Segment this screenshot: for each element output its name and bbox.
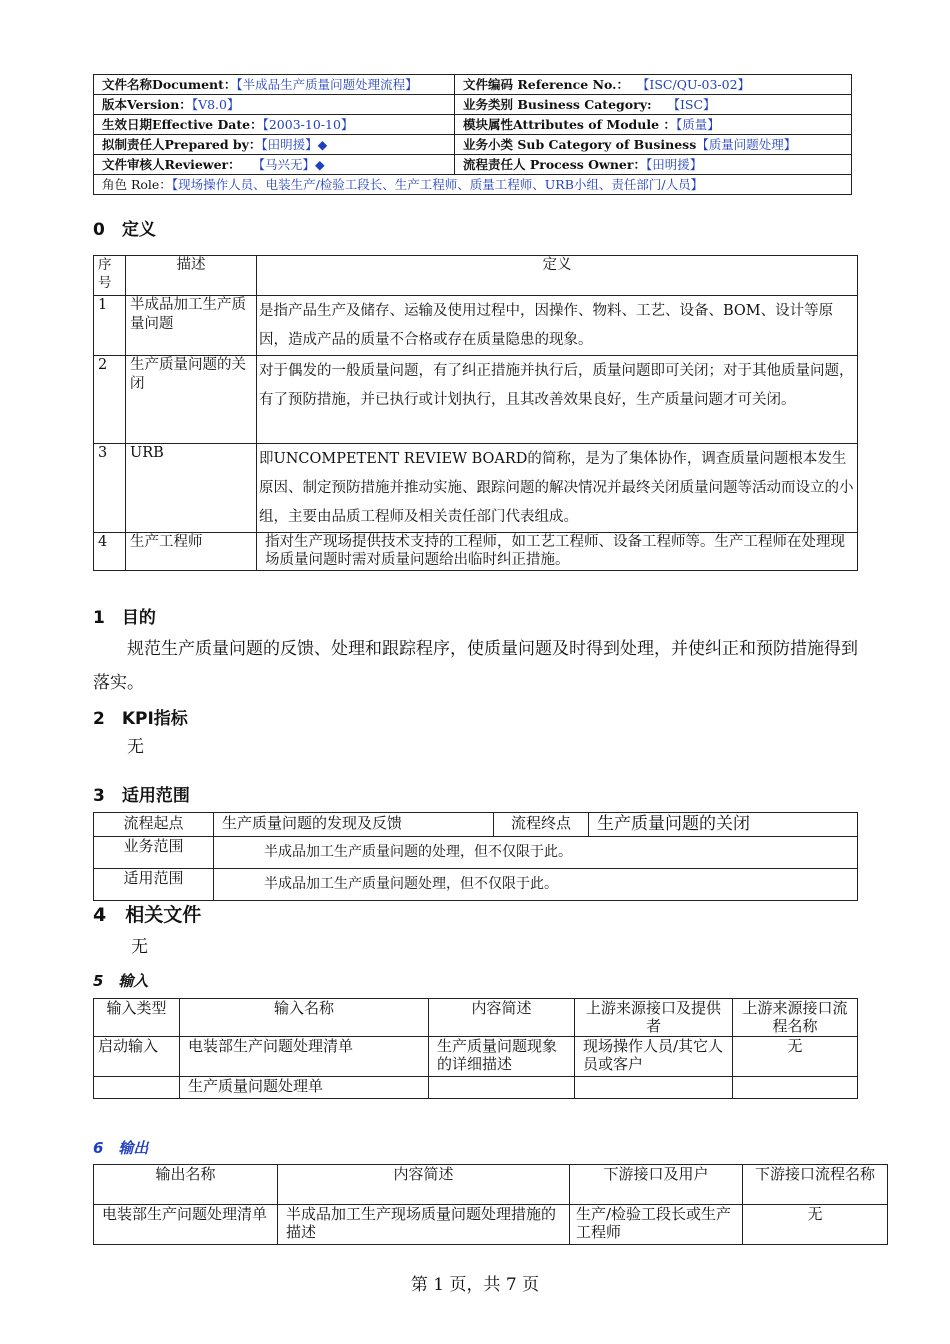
owner-label: 流程责任人 Process Owner： [463,157,646,172]
scope-table [93,812,858,901]
input-row [94,1037,858,1077]
output-cell: 无 [743,1205,888,1245]
input-cell [733,1077,858,1099]
def-header-desc: 描述 [126,256,257,296]
output-header-name: 输出名称 [94,1165,278,1205]
input-header-type: 输入类型 [94,999,180,1037]
effective-label: 生效日期Effective Date： [102,117,263,132]
role-label: 角色 Role： [102,177,172,192]
business-cat-cell [455,95,852,115]
subcat-value: 【质量问题处理】 [696,137,797,152]
effective-cell [94,115,455,135]
output-cell: 生产/检验工段长或生产工程师 [570,1205,743,1245]
doc-code-cell [455,75,852,95]
def-row-def: 即UNCOMPETENT REVIEW BOARD的简称，是为了集体协作，调查质量问题根本发生原因、制定预防措施并推动实施、跟踪问题的解决情况并最终关闭质量问题等活动而设立的小组，主要由品质工程师及相关责任部门代表组成。 [257,444,858,533]
section-4-title: 4 相关文件 [93,904,202,926]
section-1-text: 规范生产质量问题的反馈、处理和跟踪程序，使质量问题及时得到处理，并使纠正和预防措施得到落实。 [93,639,858,693]
input-cell: 现场操作人员/其它人员或客户 [575,1037,733,1077]
input-cell: 启动输入 [94,1037,180,1077]
biz-scope-label: 业务范围 [94,837,214,869]
section-2-title: 2 KPI指标 [93,709,188,729]
effective-value: 【2003-10-10】 [262,117,354,132]
prepared-cell [94,135,455,155]
reviewer-cell [94,155,455,175]
end-label: 流程终点 [494,813,589,837]
business-cat-label: 业务类别 Business Category: [463,97,652,112]
input-header-summary: 内容简述 [429,999,575,1037]
def-row [94,356,858,444]
def-row-no: 2 [94,356,126,444]
def-row [94,444,858,533]
biz-scope-value: 半成品加工生产质量问题的处理，但不仅限于此。 [214,837,858,869]
module-value: 【质量】 [675,117,720,132]
owner-value: 【田明援】 [645,157,703,172]
doc-code-label: 文件编码 Reference No.： [463,77,629,92]
def-row-no: 4 [94,533,126,571]
def-row-no: 3 [94,444,126,533]
output-header-summary: 内容简述 [278,1165,570,1205]
input-cell [575,1077,733,1099]
output-cell: 半成品加工生产现场质量问题处理措施的描述 [278,1205,570,1245]
output-header-target: 下游接口及用户 [570,1165,743,1205]
end-value: 生产质量问题的关闭 [589,813,858,837]
module-label: 模块属性Attributes of Module ： [463,117,676,132]
def-row [94,296,858,356]
prepared-value: 【田明援】◆ [261,137,328,152]
section-1-title: 1 目的 [93,608,156,628]
reviewer-label: 文件审核人Reviewer： [102,157,241,172]
def-row-def: 指对生产现场提供技术支持的工程师，如工艺工程师、设备工程师等。生产工程师在处理现场质量问题时需对质量问题给出临时纠正措施。 [257,533,858,571]
section-2-text: 无 [127,737,144,757]
doc-name-value: 【半成品生产质量问题处理流程】 [236,77,418,92]
input-header-name: 输入名称 [180,999,429,1037]
module-cell [455,115,852,135]
owner-cell [455,155,852,175]
definition-table [93,255,858,571]
output-header-target-flow: 下游接口流程名称 [743,1165,888,1205]
role-value: 【现场操作人员、电装生产/检验工段长、生产工程师、质量工程师、URB小组、责任部门/人员】 [171,177,704,192]
input-cell: 生产质量问题现象的详细描述 [429,1037,575,1077]
def-row [94,533,858,571]
start-value: 生产质量问题的发现及反馈 [214,813,494,837]
output-table [93,1164,888,1245]
business-cat-value: 【ISC】 [667,97,716,112]
def-header-def: 定义 [257,256,858,296]
output-row [94,1205,888,1245]
input-cell: 无 [733,1037,858,1077]
doc-name-label: 文件名称Document： [102,77,237,92]
section-6-title: 6 输出 [93,1139,149,1157]
start-label: 流程起点 [94,813,214,837]
input-cell: 电装部生产问题处理清单 [180,1037,429,1077]
def-header-no: 序号 [94,256,126,296]
input-cell [94,1077,180,1099]
input-table [93,998,858,1099]
def-row-desc: 生产工程师 [126,533,257,571]
version-label: 版本Version： [102,97,192,112]
page-footer: 第 1 页，共 7 页 [410,1275,540,1295]
app-scope-label: 适用范围 [94,869,214,901]
section-4-text: 无 [131,937,148,957]
output-cell: 电装部生产问题处理清单 [94,1205,278,1245]
version-cell [94,95,455,115]
input-header-source: 上游来源接口及提供者 [575,999,733,1037]
reviewer-value: 【马兴无】◆ [252,157,325,172]
def-row-def: 对于偶发的一般质量问题，有了纠正措施并执行后，质量问题即可关闭；对于其他质量问题，有了预防措施，并已执行或计划执行，且其改善效果良好，生产质量问题才可关闭。 [257,356,858,444]
def-row-desc: 半成品加工生产质量问题 [126,296,257,356]
input-cell [429,1077,575,1099]
input-row [94,1077,858,1099]
section-0-title: 0 定义 [93,220,156,240]
section-5-title: 5 输入 [93,972,149,990]
prepared-label: 拟制责任人Prepared by： [102,137,262,152]
doc-name-cell [94,75,455,95]
doc-code-value: 【ISC/QU-03-02】 [636,77,751,92]
app-scope-value: 半成品加工生产质量问题处理，但不仅限于此。 [214,869,858,901]
def-row-def: 是指产品生产及储存、运输及使用过程中，因操作、物料、工艺、设备、BOM、设计等原因，造成产品的质量不合格或存在质量隐患的现象。 [257,296,858,356]
def-row-no: 1 [94,296,126,356]
input-cell: 生产质量问题处理单 [180,1077,429,1099]
input-header-source-flow: 上游来源接口流程名称 [733,999,858,1037]
section-3-title: 3 适用范围 [93,786,190,806]
document-header-table [93,74,852,195]
role-cell [94,175,852,195]
def-row-desc: 生产质量问题的关闭 [126,356,257,444]
subcat-cell [455,135,852,155]
subcat-label: 业务小类 Sub Category of Business [463,137,697,152]
version-value: 【V8.0】 [191,97,240,112]
def-row-desc: URB [126,444,257,533]
